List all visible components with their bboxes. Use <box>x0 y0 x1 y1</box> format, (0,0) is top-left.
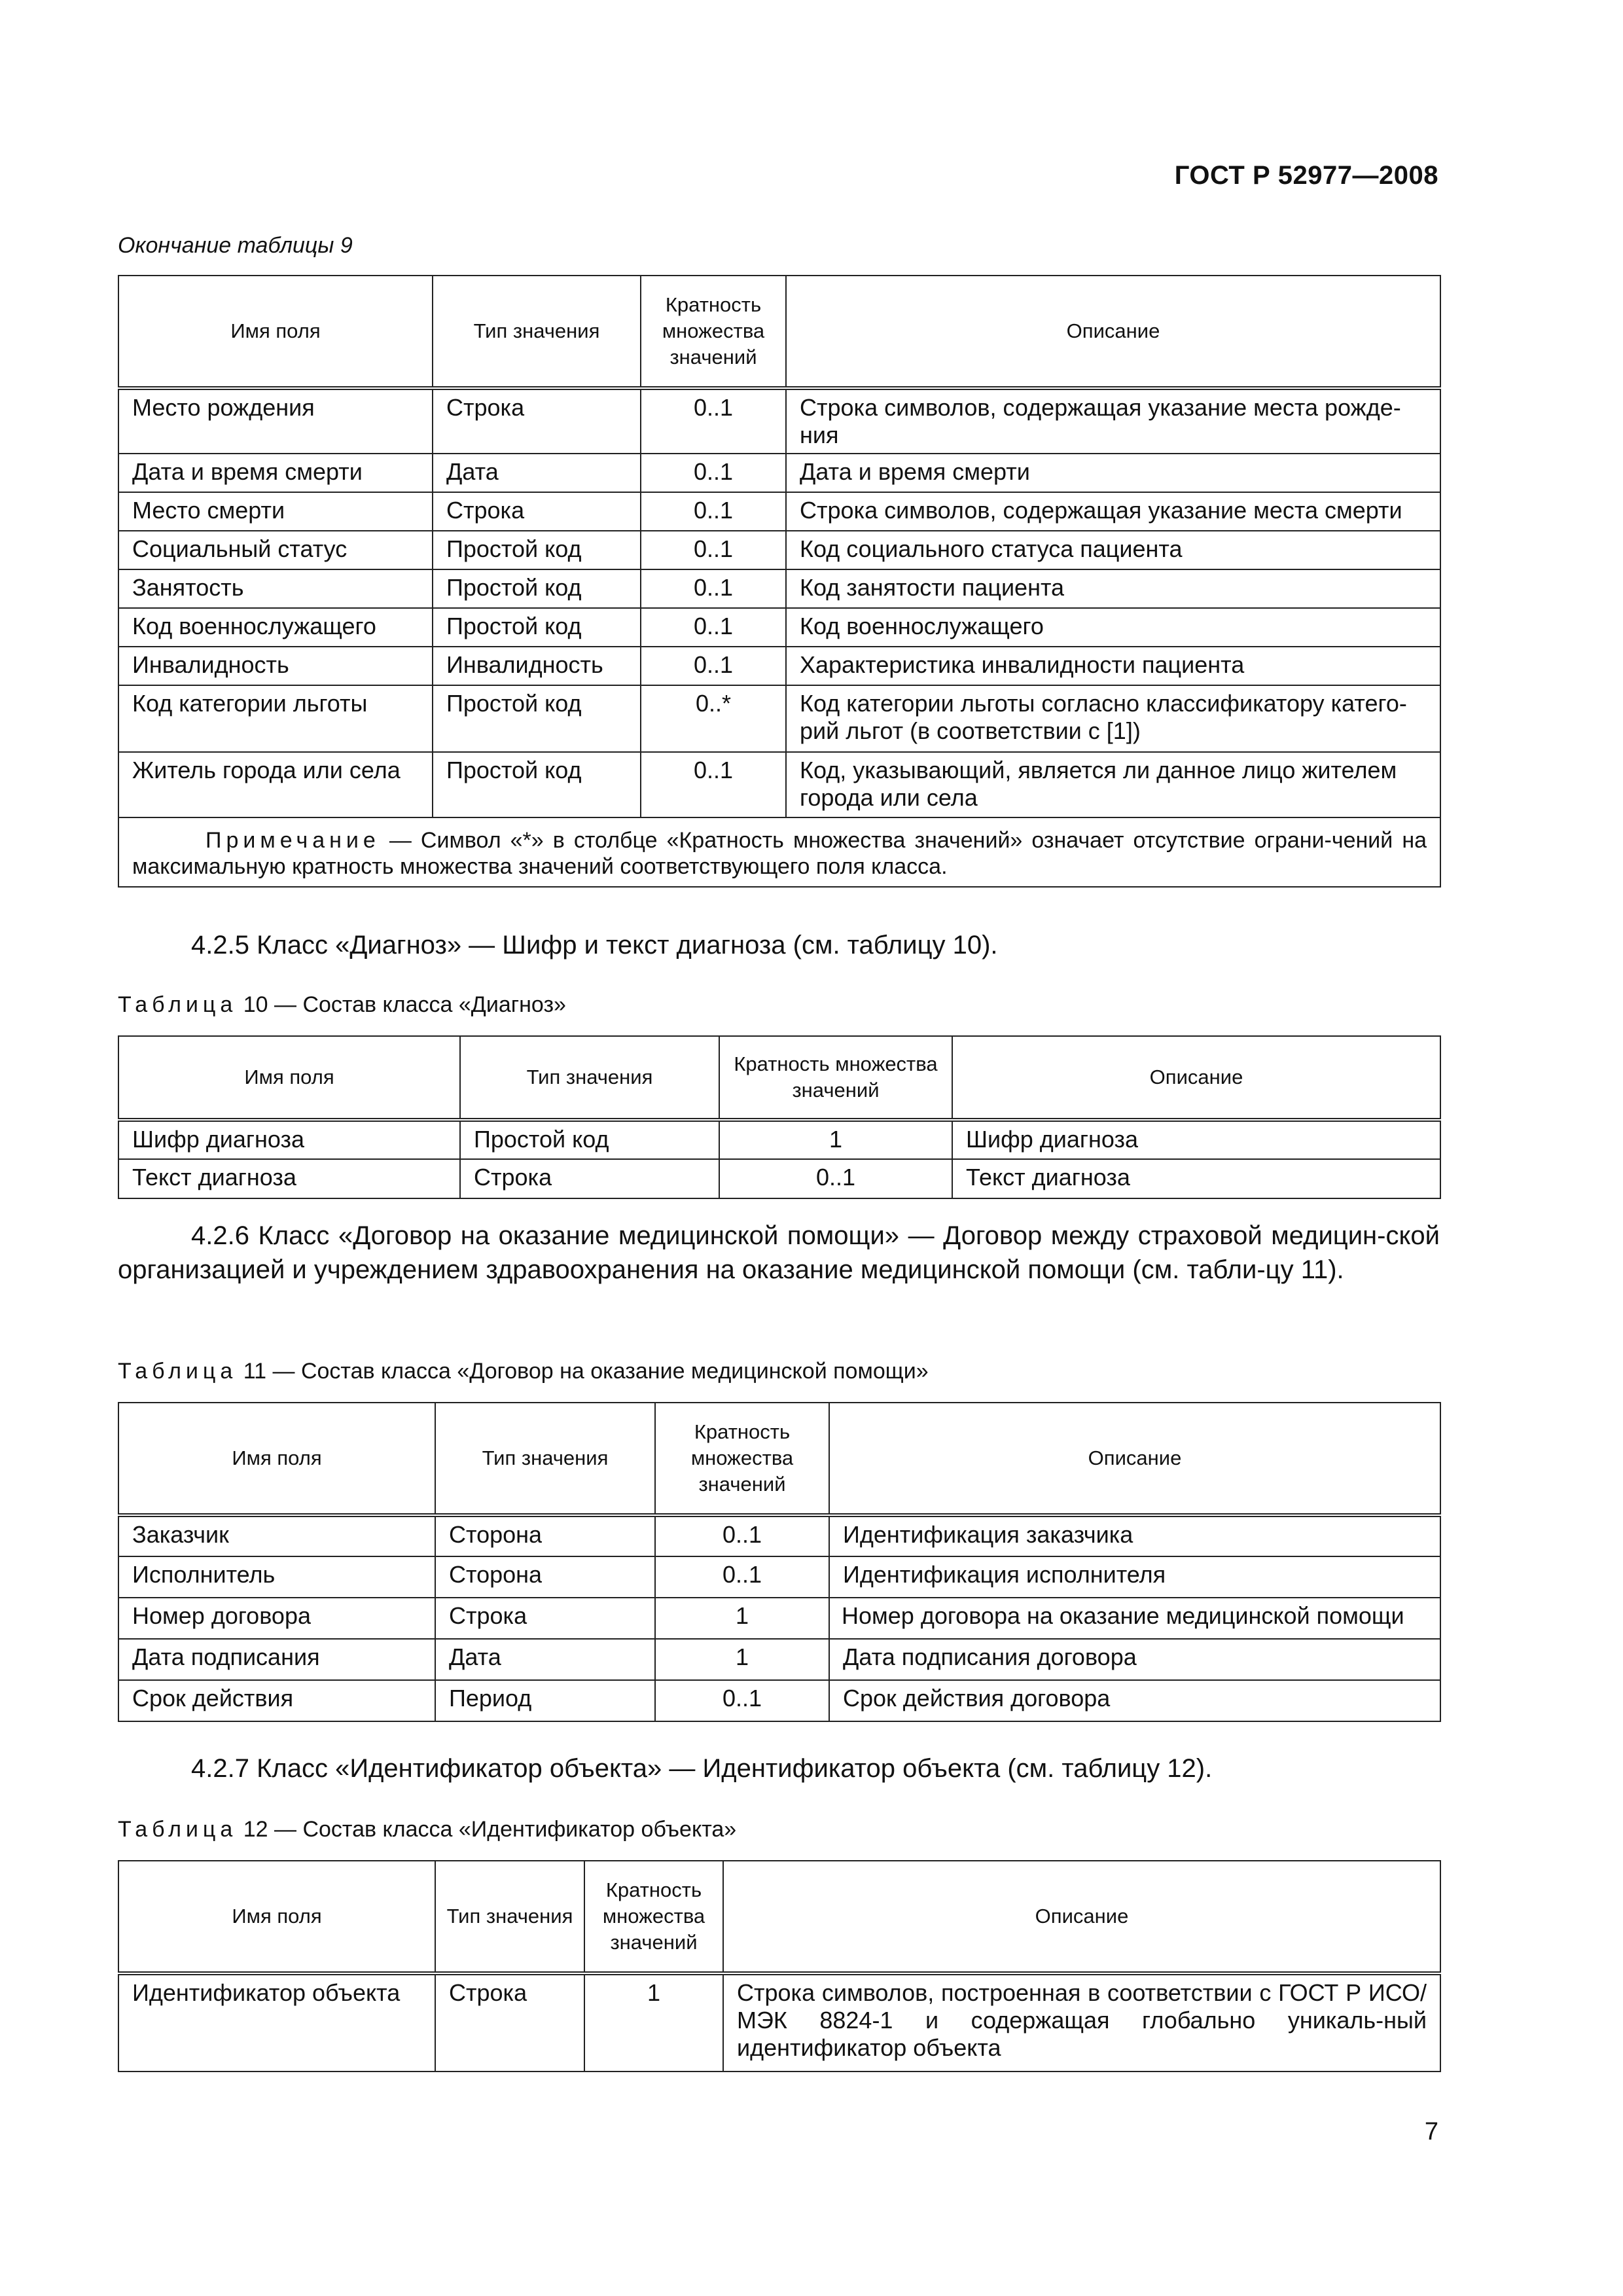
cell-desc: Код военнослужащего <box>786 608 1440 647</box>
cell-type: Простой код <box>433 752 641 817</box>
cell-type: Простой код <box>433 569 641 608</box>
table12-header-mult: Кратность множества значений <box>584 1861 723 1973</box>
cell-name: Код категории льготы <box>118 685 433 752</box>
cell-desc: Идентификация заказчика <box>829 1515 1440 1556</box>
cell-mult: 0..1 <box>641 569 786 608</box>
cell-name: Место смерти <box>118 492 433 531</box>
table-row <box>118 1973 1440 2072</box>
cell-type: Период <box>435 1680 655 1721</box>
cell-mult: 1 <box>655 1639 829 1680</box>
table-row <box>118 1159 1440 1198</box>
table-row <box>118 454 1440 492</box>
cell-mult: 0..1 <box>655 1515 829 1556</box>
cell-name: Номер договора <box>118 1598 435 1639</box>
table11-caption-prefix: Таблица <box>118 1359 238 1384</box>
cell-type: Простой код <box>433 685 641 752</box>
cell-desc: Код, указывающий, является ли данное лицо жителем города или села <box>786 752 1440 817</box>
cell-mult: 0..1 <box>641 752 786 817</box>
section-4-2-7-text: 4.2.7 Класс «Идентификатор объекта» — Идентификатор объекта (см. таблицу 12). <box>191 1754 1213 1783</box>
table12-caption <box>118 1817 736 1842</box>
cell-name: Дата подписания <box>118 1639 435 1680</box>
cell-mult: 1 <box>584 1973 723 2072</box>
table-row <box>118 608 1440 647</box>
table-row <box>118 752 1440 817</box>
table-row <box>118 647 1440 685</box>
cell-type: Строка <box>435 1598 655 1639</box>
cell-type: Сторона <box>435 1556 655 1598</box>
cell-mult: 1 <box>719 1120 952 1159</box>
cell-desc: Срок действия договора <box>829 1680 1440 1721</box>
cell-name: Идентификатор объекта <box>118 1973 435 2072</box>
table10-caption-prefix: Таблица <box>118 992 238 1017</box>
table11-header-name: Имя поля <box>118 1403 435 1515</box>
cell-desc: Код занятости пациента <box>786 569 1440 608</box>
cell-mult: 0..1 <box>641 492 786 531</box>
cell-desc: Дата и время смерти <box>786 454 1440 492</box>
cell-type: Инвалидность <box>433 647 641 685</box>
table-row <box>118 1598 1440 1639</box>
table10-header-mult: Кратность множества значений <box>719 1036 952 1120</box>
cell-mult: 0..1 <box>641 388 786 454</box>
cell-type: Простой код <box>460 1120 719 1159</box>
cell-name: Исполнитель <box>118 1556 435 1598</box>
table12-header-type: Тип значения <box>435 1861 584 1973</box>
table10-header-name: Имя поля <box>118 1036 460 1120</box>
table10-header-type: Тип значения <box>460 1036 719 1120</box>
cell-desc: Характеристика инвалидности пациента <box>786 647 1440 685</box>
cell-desc: Дата подписания договора <box>829 1639 1440 1680</box>
cell-desc: Строка символов, содержащая указание места смерти <box>786 492 1440 531</box>
table-row <box>118 1515 1440 1556</box>
table10-caption-rest: 10 — Состав класса «Диагноз» <box>237 992 566 1017</box>
table11 <box>118 1402 1441 1722</box>
table11-header-desc: Описание <box>829 1403 1440 1515</box>
table11-caption <box>118 1359 929 1384</box>
cell-mult: 0..* <box>641 685 786 752</box>
cell-name: Дата и время смерти <box>118 454 433 492</box>
table10 <box>118 1035 1441 1199</box>
cell-mult: 1 <box>655 1598 829 1639</box>
table12 <box>118 1860 1441 2072</box>
cell-name: Код военнослужащего <box>118 608 433 647</box>
cell-desc: Идентификация исполнителя <box>829 1556 1440 1598</box>
cell-type: Дата <box>433 454 641 492</box>
cell-mult: 0..1 <box>641 454 786 492</box>
cell-name: Место рождения <box>118 388 433 454</box>
section-4-2-5-text: 4.2.5 Класс «Диагноз» — Шифр и текст диагноза (см. таблицу 10). <box>191 931 998 960</box>
table-row <box>118 492 1440 531</box>
document-standard-number: ГОСТ Р 52977—2008 <box>1174 161 1438 190</box>
table11-caption-rest: 11 — Состав класса «Договор на оказание медицинской помощи» <box>237 1359 929 1384</box>
section-4-2-6-text: 4.2.6 Класс «Договор на оказание медицинской помощи» — Договор между страховой медицин-ской организацией и учреждением здравоохранения на оказание медицинской помощи (см. табли-цу 11). <box>118 1221 1440 1284</box>
cell-name: Инвалидность <box>118 647 433 685</box>
note-text: — Символ «*» в столбце «Кратность множества значений» означает отсутствие ограни-чений на максимальную кратность множества значений соответствующего поля класса. <box>132 828 1427 879</box>
cell-type: Простой код <box>433 608 641 647</box>
table9-caption: Окончание таблицы 9 <box>118 233 353 258</box>
cell-mult: 0..1 <box>655 1680 829 1721</box>
cell-type: Строка <box>433 388 641 454</box>
table12-header-desc: Описание <box>723 1861 1440 1973</box>
cell-name: Житель города или села <box>118 752 433 817</box>
table12-header-name: Имя поля <box>118 1861 435 1973</box>
cell-desc: Код категории льготы согласно классификатору катего-рий льгот (в соответствии с [1]) <box>786 685 1440 752</box>
table-row <box>118 685 1440 752</box>
table-row <box>118 531 1440 569</box>
table10-caption <box>118 992 566 1018</box>
cell-type: Сторона <box>435 1515 655 1556</box>
cell-desc: Текст диагноза <box>952 1159 1440 1198</box>
cell-type: Простой код <box>433 531 641 569</box>
table10-header-desc: Описание <box>952 1036 1440 1120</box>
table-row <box>118 1556 1440 1598</box>
cell-name: Заказчик <box>118 1515 435 1556</box>
cell-name: Срок действия <box>118 1680 435 1721</box>
cell-type: Строка <box>460 1159 719 1198</box>
table-row <box>118 1680 1440 1721</box>
table-row <box>118 569 1440 608</box>
cell-type: Строка <box>433 492 641 531</box>
note-label: Примечание <box>205 828 380 853</box>
table9 <box>118 275 1441 888</box>
table-row <box>118 388 1440 454</box>
cell-desc: Строка символов, построенная в соответствии с ГОСТ Р ИСО/МЭК 8824-1 и содержащая глобально уникаль-ный идентификатор объекта <box>723 1973 1440 2072</box>
table9-header-desc: Описание <box>786 276 1440 388</box>
cell-mult: 0..1 <box>641 608 786 647</box>
table11-header-type: Тип значения <box>435 1403 655 1515</box>
cell-desc: Шифр диагноза <box>952 1120 1440 1159</box>
table12-caption-rest: 12 — Состав класса «Идентификатор объекта» <box>237 1817 737 1842</box>
cell-desc: Код социального статуса пациента <box>786 531 1440 569</box>
table9-header-mult: Кратность множества значений <box>641 276 786 388</box>
cell-name: Текст диагноза <box>118 1159 460 1198</box>
table11-header-mult: Кратность множества значений <box>655 1403 829 1515</box>
table-row <box>118 1639 1440 1680</box>
table9-note <box>118 817 1440 887</box>
cell-desc: Строка символов, содержащая указание места рожде-ния <box>786 388 1440 454</box>
cell-mult: 0..1 <box>655 1556 829 1598</box>
cell-name: Занятость <box>118 569 433 608</box>
table9-header-type: Тип значения <box>433 276 641 388</box>
section-4-2-7 <box>118 1751 1440 1785</box>
cell-mult: 0..1 <box>641 647 786 685</box>
table12-caption-prefix: Таблица <box>118 1817 238 1842</box>
section-4-2-5 <box>118 928 1440 962</box>
cell-mult: 0..1 <box>719 1159 952 1198</box>
section-4-2-6 <box>118 1219 1440 1287</box>
table-note-row <box>118 817 1440 887</box>
cell-type: Строка <box>435 1973 584 2072</box>
page-number: 7 <box>1424 2118 1438 2145</box>
cell-desc: Номер договора на оказание медицинской помощи <box>829 1598 1440 1639</box>
table9-header-name: Имя поля <box>118 276 433 388</box>
cell-type: Дата <box>435 1639 655 1680</box>
cell-name: Социальный статус <box>118 531 433 569</box>
cell-name: Шифр диагноза <box>118 1120 460 1159</box>
table-row <box>118 1120 1440 1159</box>
cell-mult: 0..1 <box>641 531 786 569</box>
